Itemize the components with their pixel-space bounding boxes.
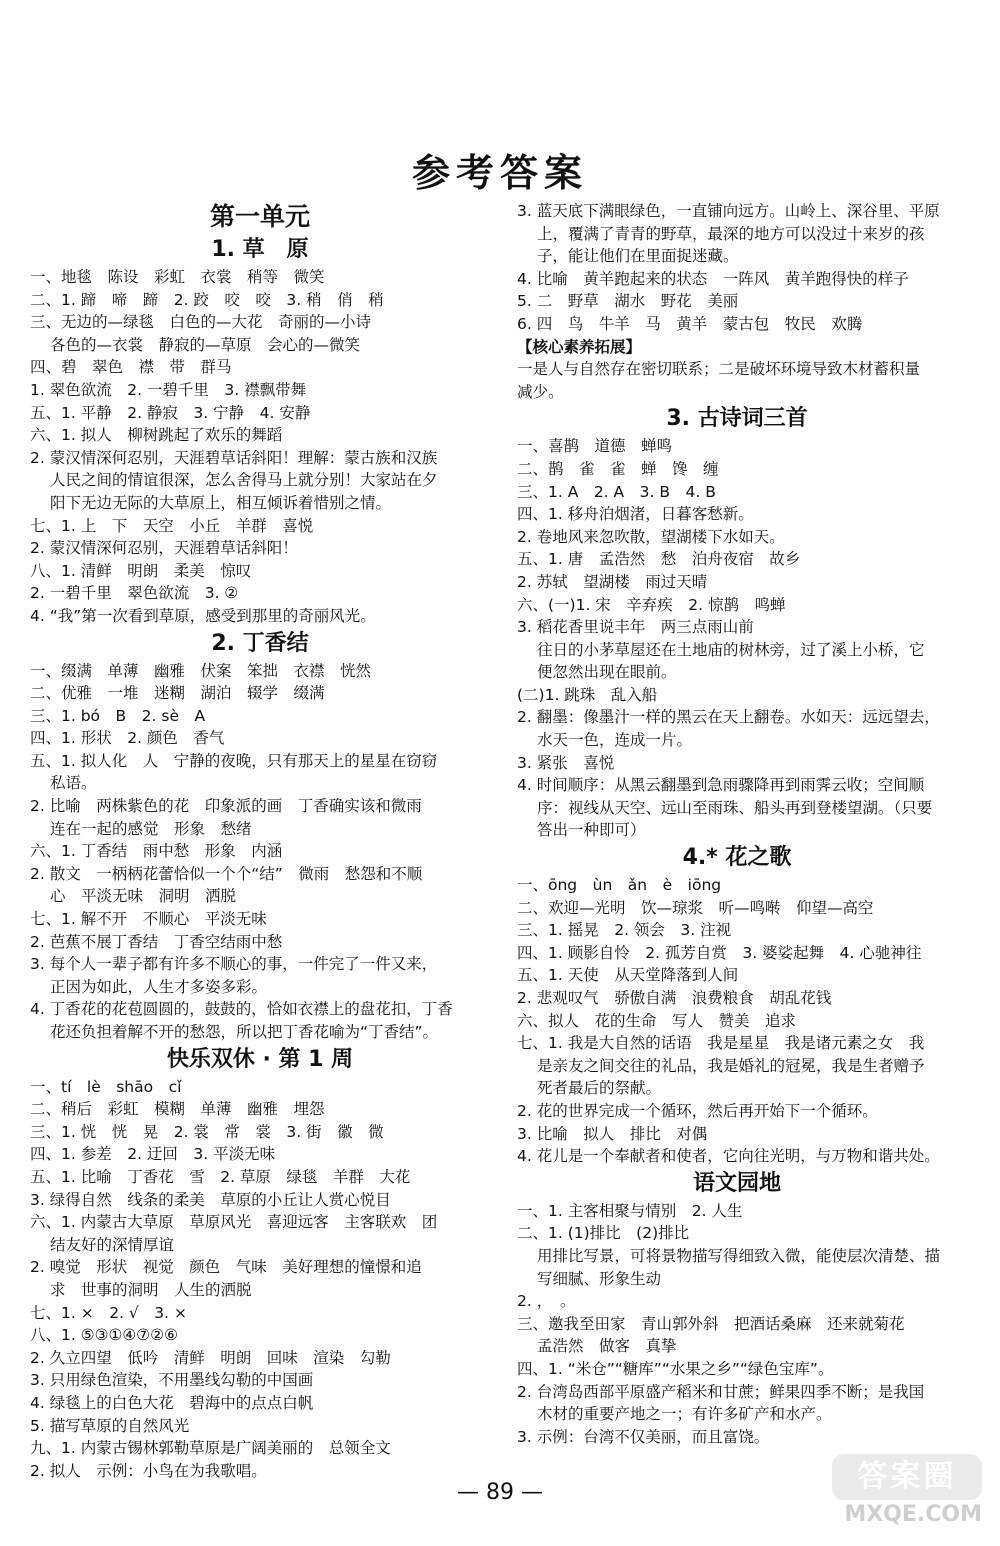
answer-line: 三、无边的—绿毯 白色的—大花 奇丽的—小诗: [30, 313, 372, 332]
answer-line: 5. 二 野草 湖水 野花 美丽: [517, 292, 739, 311]
answer-line: 答出一种即可）: [537, 821, 646, 840]
answer-line: 5. 描写草原的自然风光: [30, 1416, 190, 1435]
answer-line: 便忽然出现在眼前。: [537, 663, 677, 682]
answer-line: 八、1. ⑤③①④⑦②⑥: [30, 1326, 178, 1345]
section-title: 2. 丁香结: [211, 630, 309, 656]
answer-line: 四、1. 顾影自怜 2. 孤芳自赏 3. 婆娑起舞 4. 心驰神往: [517, 943, 922, 962]
answer-line: 七、1. 解不开 不顺心 平淡无味: [30, 910, 267, 929]
answer-line: 4. 时间顺序：从黑云翻墨到急雨骤降再到雨霁云收；空间顺: [517, 776, 925, 795]
answer-line: 3. 稻花香里说丰年 两三点雨山前: [517, 618, 754, 637]
answer-line: 2. 芭蕉不展丁香结 丁香空结雨中愁: [30, 932, 283, 951]
answer-line: 一、喜鹊 道德 蝉鸣: [517, 437, 673, 456]
section-title: 3. 古诗词三首: [666, 406, 808, 432]
answer-line: 4. 花儿是一个奉献者和使者，它向往光明，与万物和谐共处。: [517, 1147, 940, 1166]
answer-line: 三、1. A 2. A 3. B 4. B: [517, 482, 716, 501]
answer-line: 子，能让他们在里面捉迷藏。: [537, 247, 739, 266]
answer-line: 二、稍后 彩虹 模糊 单薄 幽雅 埋怨: [30, 1100, 325, 1119]
answer-line: 五、1. 天使 从天堂降落到人间: [517, 966, 739, 985]
answer-line: 2. 翻墨：像墨汁一样的黑云在天上翻卷。水如天：远远望去，: [517, 708, 940, 727]
answer-line: 二、1. 蹄 啼 蹄 2. 跤 咬 咬 3. 稍 俏 稍: [30, 290, 384, 309]
answer-line: 3. 紧张 喜悦: [517, 753, 615, 772]
answer-line: 2. 台湾岛西部平原盛产稻米和甘蔗；鲜果四季不断；是我国: [517, 1382, 925, 1401]
answer-line: 六、1. 内蒙古大草原 草原风光 喜迎远客 主客联欢 团: [30, 1213, 438, 1232]
answer-line: 四、碧 翠色 襟 带 群马: [30, 358, 232, 377]
answer-line: 七、1. 上 下 天空 小丘 羊群 喜悦: [30, 516, 314, 535]
answer-line: 2. 散文 一柄柄花蕾恰似一个个“结” 微雨 愁怨和不顺: [30, 864, 423, 883]
answer-line: 四、1. 形状 2. 颜色 香气: [30, 729, 225, 748]
watermark-url: MXQE.COM: [844, 1502, 982, 1527]
answer-line: 上，覆满了青青的野草，最深的地方可以没过十来岁的孩: [537, 224, 925, 243]
answer-line: 2. 拟人 示例：小鸟在为我歌唱。: [30, 1461, 267, 1480]
answer-line: 2. 花的世界完成一个循环，然后再开始下一个循环。: [517, 1101, 878, 1120]
answer-line: 连在一起的感觉 形象 愁绪: [50, 819, 252, 838]
answer-line: 一、ōng ùn ǎn è iōng: [517, 876, 722, 895]
answer-line: 五、1. 唐 孟浩然 愁 泊舟夜宿 故乡: [517, 550, 801, 569]
answer-line: 四、1. 移舟泊烟渚，日暮客愁新。: [517, 505, 754, 524]
answer-line: 2. 蒙汉情深何忍别，天涯碧草话斜阳！理解：蒙古族和汉族: [30, 448, 438, 467]
answer-line: 3. 每个人一辈子都有许多不顺心的事，一件完了一件又来，: [30, 955, 438, 974]
answer-line: 3. 蓝天底下满眼绿色，一直铺向远方。山岭上、深谷里、平原: [517, 202, 940, 220]
answer-line: 五、1. 比喻 丁香花 雪 2. 草原 绿毯 羊群 大花: [30, 1167, 411, 1186]
answer-line: 孟浩然 做客 真挚: [537, 1337, 677, 1356]
answer-line: 4. 比喻 黄羊跑起来的状态 一阵风 黄羊跑得快的样子: [517, 269, 909, 288]
answer-line: 一、缀满 单薄 幽雅 伏案 笨拙 衣襟 恍然: [30, 661, 372, 680]
answer-line: 二、1. (1)排比 (2)排比: [517, 1224, 690, 1243]
answer-line: 结友好的深情厚谊: [50, 1235, 175, 1254]
answer-line: 一、tí lè shāo cǐ: [30, 1077, 182, 1096]
page-number: — 89 —: [457, 1480, 543, 1505]
answer-line: 2. 苏轼 望湖楼 雨过天晴: [517, 572, 708, 591]
answer-line: 水天一色，连成一片。: [537, 731, 693, 750]
answer-line: 六、(一)1. 宋 辛弃疾 2. 惊鹊 鸣蝉: [517, 595, 786, 614]
answer-line: 六、1. 拟人 柳树跳起了欢乐的舞蹈: [30, 426, 283, 445]
answer-line: 四、1. 参差 2. 迂回 3. 平淡无味: [30, 1145, 276, 1164]
answer-line: 三、1. 恍 恍 晃 2. 裳 常 裳 3. 街 徽 微: [30, 1122, 384, 1141]
answer-line: 七、1. × 2. √ 3. ×: [30, 1303, 187, 1322]
answer-line: 八、1. 清鲜 明朗 柔美 惊叹: [30, 561, 252, 580]
answer-line: 九、1. 内蒙古锡林郭勒草原是广阔美丽的 总领全文: [30, 1439, 391, 1458]
answer-line: 三、1. bó B 2. sè A: [30, 706, 206, 725]
answer-line: 往日的小茅草屋还在土地庙的树林旁，过了溪上小桥，它: [537, 640, 925, 659]
answer-line: 五、1. 拟人化 人 宁静的夜晚，只有那天上的星星在窃窃: [30, 751, 438, 770]
answer-line: 四、1. “米仓”“糖库”“水果之乡”“绿色宝库”。: [517, 1359, 834, 1378]
answer-line: 2. 一碧千里 翠色欲流 3. ②: [30, 584, 239, 603]
answer-line: 阳下无边无际的大草原上，相互倾诉着惜别之情。: [50, 493, 392, 512]
answer-line: 4. 绿毯上的白色大花 碧海中的点点白帆: [30, 1393, 314, 1412]
answer-line: 求 世事的洞明 人生的洒脱: [50, 1280, 252, 1299]
answer-line: 木材的重要产地之一；有许多矿产和水产。: [537, 1405, 832, 1424]
answer-line: 4. “我”第一次看到草原，感受到那里的奇丽风光。: [30, 606, 376, 625]
answer-line: 6. 四 鸟 牛羊 马 黄羊 蒙古包 牧民 欢腾: [517, 314, 863, 333]
answer-line: 4. 丁香花的花苞圆圆的，鼓鼓的，恰如衣襟上的盘花扣，丁香: [30, 1000, 453, 1019]
answer-line: 序：视线从天空、远山至雨珠、船头再到登楼望湖。（只要: [537, 798, 933, 817]
answer-line: 花还负担着解不开的愁怨，所以把丁香花喻为“丁香结”。: [50, 1023, 439, 1041]
answer-line: 2. 嗅觉 形状 视觉 颜色 气味 美好理想的憧憬和追: [30, 1258, 422, 1277]
answer-line: 3. 比喻 拟人 排比 对偶: [517, 1124, 708, 1143]
answer-line: 3. 示例：台湾不仅美丽，而且富饶。: [517, 1427, 770, 1446]
answer-line: 是亲友之间交往的礼品，我是婚礼的冠冕，我是生者赠予: [537, 1056, 925, 1075]
answer-line: 六、拟人 花的生命 写人 赞美 追求: [517, 1011, 797, 1030]
answer-line: 二、鹊 雀 雀 蝉 馋 缠: [517, 459, 719, 478]
answer-line: 2. 卷地风来忽吹散，望湖楼下水如天。: [517, 527, 785, 546]
answer-line: 三、1. 摇晃 2. 领会 3. 注视: [517, 921, 732, 940]
answer-line: 1. 翠色欲流 2. 一碧千里 3. 襟飘带舞: [30, 380, 307, 399]
section-title: 语文园地: [692, 1170, 781, 1196]
answer-line: 减少。: [517, 382, 564, 401]
section-title: 1. 草 原: [211, 237, 309, 262]
answer-line: 七、1. 我是大自然的话语 我是星星 我是诸元素之女 我: [517, 1034, 925, 1053]
answer-line: 二、优雅 一堆 迷糊 湖泊 辍学 缀满: [30, 684, 325, 703]
answer-line: 一是人与自然存在密切联系；二是破坏环境导致木材蓄积量: [517, 360, 921, 379]
answer-line: 六、1. 丁香结 雨中愁 形象 内涵: [30, 842, 283, 861]
answer-line: 死者最后的祭献。: [537, 1079, 662, 1098]
answer-line: 私语。: [50, 774, 97, 793]
answer-line: 3. 绿得自然 线条的柔美 草原的小丘让人赏心悦目: [30, 1190, 391, 1209]
section-title: 快乐双休 · 第 1 周: [166, 1046, 354, 1072]
answer-line: 心 平淡无味 洞明 洒脱: [50, 887, 237, 906]
watermark-logo: 答案圈: [832, 1454, 982, 1500]
section-title: 第一单元: [209, 202, 310, 231]
answer-line: 二、欢迎—光明 饮—琼浆 听—鸣啭 仰望—高空: [517, 898, 874, 917]
answer-column-right: [517, 200, 957, 1448]
answer-line: 3. 只用绿色渲染，不用墨线勾勒的中国画: [30, 1371, 314, 1390]
answer-line: 2. 悲观叹气 骄傲自满 浪费粮食 胡乱花钱: [517, 989, 832, 1007]
answer-line: 2. ， 。: [517, 1292, 576, 1311]
answer-line: 用排比写景，可将景物描写得细致入微，能使层次清楚、描: [537, 1246, 941, 1265]
answer-line: 一、1. 主客相聚与情别 2. 人生: [517, 1201, 743, 1220]
answer-line: 五、1. 平静 2. 静寂 3. 宁静 4. 安静: [30, 403, 311, 422]
answer-line: 各色的—衣裳 静寂的—草原 会心的—微笑: [50, 335, 361, 354]
answer-line: 人民之间的情谊很深，怎么舍得马上就分别！大家站在夕: [50, 471, 438, 490]
answer-line: 2. 比喻 两株紫色的花 印象派的画 丁香确实该和微雨: [30, 797, 422, 816]
answer-line: 写细腻、形象生动: [537, 1269, 662, 1288]
answer-line: 正因为如此，人生才多姿多彩。: [50, 977, 268, 996]
answer-line: (二)1. 跳珠 乱入船: [517, 685, 658, 704]
answer-line: 2. 蒙汉情深何忍别，天涯碧草话斜阳！: [30, 539, 298, 558]
section-title: 4.* 花之歌: [682, 845, 792, 871]
answer-line: 2. 久立四望 低吟 清鲜 明朗 回味 渲染 勾勒: [30, 1348, 391, 1367]
answer-line: 一、地毯 陈设 彩虹 衣裳 稍等 微笑: [30, 268, 325, 286]
section-tag: 【核心素养拓展】: [517, 337, 642, 356]
answer-line: 三、邀我至田家 青山郭外斜 把酒话桑麻 还来就菊花: [517, 1314, 905, 1333]
page-title: 参考答案: [411, 151, 588, 195]
answer-column-left: [30, 200, 490, 1482]
watermark: [802, 1454, 982, 1527]
